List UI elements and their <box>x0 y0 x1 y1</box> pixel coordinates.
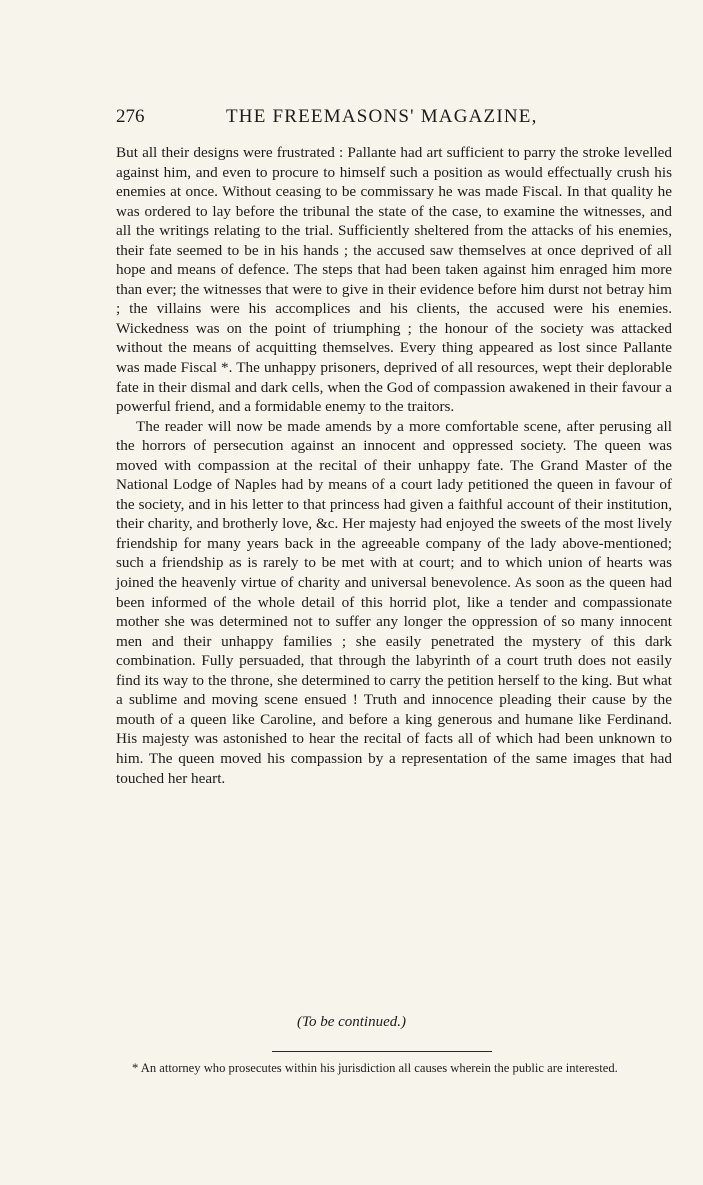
running-title: THE FREEMASONS' MAGAZINE, <box>226 106 538 127</box>
running-header <box>116 102 672 132</box>
paragraph-2: The reader will now be made amends by a more comfortable scene, after perusing all the horrors of persecution against an innocent and oppressed society. The queen was moved with compassion at the recital of their unhappy fate. The Grand Master of the National Lodge of Naples had by means of a court lady petitioned the queen in favour of the society, and in his letter to that princess had given a faithful account of their institution, their charity, and brotherly love, &c. Her majesty had enjoyed the sweets of the most lively friendship for many years back in the agreeable company of the lady above-mentioned; such a friendship as is rarely to be met with at court; and to which union of hearts was joined the heavenly virtue of charity and universal benevolence. As soon as the queen had been informed of the whole detail of this horrid plot, like a tender and compassionate mother she was determined not to suffer any longer the oppression of so many innocent men and their unhappy families ; she easily penetrated the mystery of this dark combination. Fully persuaded, that through the labyrinth of a court truth does not easily find its way to the throne, she determined to carry the petition herself to the king. But what a sublime and moving scene ensued ! Truth and innocence pleading their cause by the mouth of a queen like Caroline, and before a king generous and humane like Ferdinand. His majesty was astonished to hear the recital of facts all of which had been unknown to him. The queen moved his compassion by a representation of the same images that had touched her heart. <box>116 417 672 787</box>
article-body <box>116 143 672 788</box>
footnote-text: An attorney who prosecutes within his jurisdiction all causes wherein the public are interested. <box>140 1061 618 1075</box>
paragraph-1: But all their designs were frustrated : Pallante had art sufficient to parry the stroke levelled against him, and even to procure to himself such a position as would effectually crush his enemies at once. Without ceasing to be commissary he was made Fiscal. In that quality he was ordered to lay before the tribunal the state of the case, to examine the witnesses, and all the writings relating to the trial. Sufficiently sheltered from the attacks of his enemies, their fate seemed to be in his hands ; the accused saw themselves at once deprived of all hope and means of defence. The steps that had been taken against him enraged him more than ever; the witnesses that were to give in their evidence before him durst not betray him ; the villains were his accomplices and his clients, the accused were his enemies. Wickedness was on the point of triumphing ; the honour of the society was attacked without the means of acquitting themselves. Every thing appeared as lost since Pallante was made Fiscal *. The unhappy prisoners, deprived of all resources, wept their deplorable fate in their dismal and dark cells, when the God of compassion awakened in their favour a powerful friend, and a formidable enemy to the traitors. <box>116 144 672 416</box>
footnote <box>116 1061 672 1077</box>
continued-note: (To be continued.) <box>296 1014 406 1030</box>
footnote-marker: * <box>132 1061 139 1075</box>
footnote-rule <box>272 1051 492 1052</box>
page-number: 276 <box>116 106 145 127</box>
